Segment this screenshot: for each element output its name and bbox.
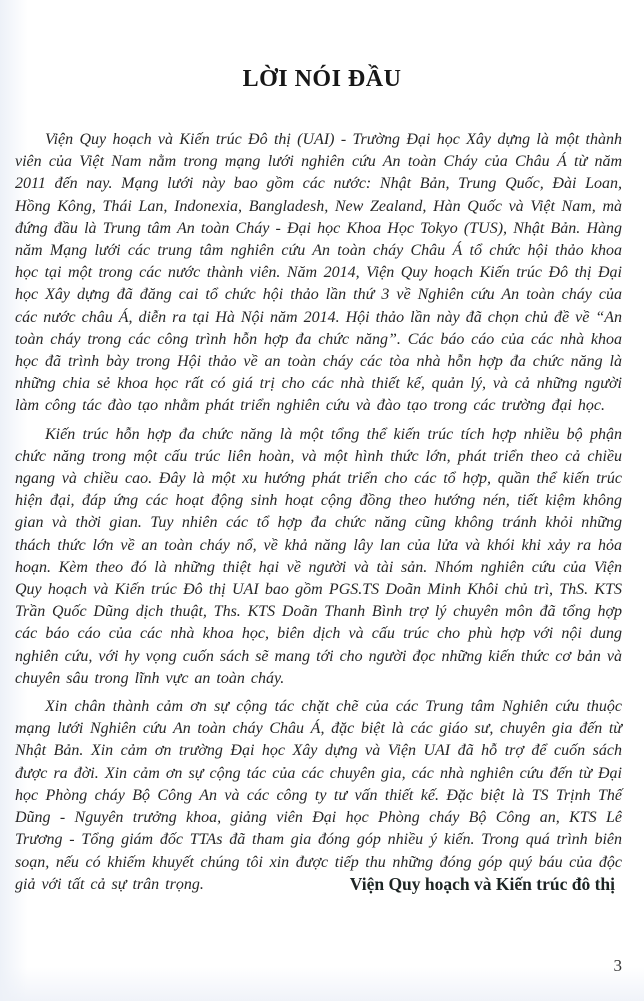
paragraph-2: Kiến trúc hỗn hợp đa chức năng là một tổng thể kiến trúc tích hợp nhiều bộ phận chức năng trong một cấu trúc liên hoàn, và một hình thức lớn, phát triển theo cả chiều ngang và chiều cao. Đây là một xu hướng phát triển cho các tổ hợp, quần thể kiến trúc hiện đại, đáp ứng các hoạt động sinh hoạt cộng đồng theo hướng nén, tiết kiệm không gian và thời gian. Tuy nhiên các tổ hợp đa chức năng cũng không tránh khỏi những thách thức lớn về an toàn cháy nổ, về khả năng lây lan của lửa và khói khi xảy ra hỏa hoạn. Kèm theo đó là những thiệt hại về người và tài sản. Nhóm nghiên cứu của Viện Quy hoạch và Kiến trúc Đô thị UAI bao gồm PGS.TS Doãn Minh Khôi chủ trì, ThS. KTS Trần Quốc Dũng dịch thuật, Ths. KTS Doãn Thanh Bình trợ lý chuyên môn đã tổng hợp các báo cáo của các nhà khoa học, biên dịch và cấu trúc cho phù hợp với nội dung nghiên cứu, với hy vọng cuốn sách sẽ mang tới cho người đọc những kiến thức cơ bản và chuyên sâu trong lĩnh vực an toàn cháy. bbox=[15, 425, 622, 687]
paragraph-1: Viện Quy hoạch và Kiến trúc Đô thị (UAI) - Trường Đại học Xây dựng là một thành viên của Việt Nam nằm trong mạng lưới nghiên cứu An toàn Cháy của Châu Á từ năm 2011 đến nay. Mạng lưới này bao gồm các nước: Nhật Bản, Trung Quốc, Đài Loan, Hồng Kông, Thái Lan, Indonexia, Bangladesh, New Zealand, Hàn Quốc và Việt Nam, mà đứng đầu là Trung tâm An toàn Cháy - Đại học Khoa Học Tokyo (TUS), Nhật Bản. Hàng năm Mạng lưới các trung tâm nghiên cứu An toàn cháy Châu Á tổ chức hội thảo khoa học tại một trong các nước thành viên. Năm 2014, Viện Quy hoạch Kiến trúc Đô thị Đại học Xây dựng đã đăng cai tổ chức hội thảo lần thứ 3 về Nghiên cứu An toàn cháy của các nước châu Á, diễn ra tại Hà Nội năm 2014. Hội thảo lần này đã chọn chủ đề về “An toàn cháy trong các công trình hỗn hợp đa chức năng”. Các báo cáo của các nhà khoa học đã trình bày trong Hội thảo về an toàn cháy các tòa nhà hỗn hợp đa chức năng là những chia sẻ khoa học rất có giá trị cho các nhà thiết kế, quản lý, và cả những người làm công tác đào tạo nhằm phát triển nghiên cứu và đào tạo trong các trường đại học. bbox=[15, 131, 622, 415]
page-number: 3 bbox=[613, 956, 622, 975]
paragraph-3: Xin chân thành cảm ơn sự cộng tác chặt chẽ của các Trung tâm Nghiên cứu thuộc mạng lưới Nghiên cứu An toàn cháy Châu Á, đặc biệt là các giáo sư, chuyên gia đến từ Nhật Bản. Xin cảm ơn trường Đại học Xây dựng và Viện UAI đã hỗ trợ để cuốn sách được ra đời. Xin cảm ơn sự cộng tác của các chuyên gia, các nhà nghiên cứu đến từ Đại học Phòng cháy Bộ Công An và các công ty tư vấn thiết kế. Đặc biệt là TS Trịnh Thế Dũng - Nguyên trưởng khoa, giảng viên Đại học Phòng cháy Bộ Công an, KTS Lê Trương - Tổng giám đốc TTAs đã tham gia đóng góp nhiều ý kiến. Trong quá trình biên soạn, nếu có khiếm khuyết chúng tôi xin được tiếp thu những đóng góp quý báu của độc giả với tất cả sự trân trọng. bbox=[15, 698, 622, 893]
signature-line: Viện Quy hoạch và Kiến trúc đô thị bbox=[349, 874, 615, 894]
foreword-body bbox=[15, 129, 622, 896]
page-title: LỜI NÓI ĐẦU bbox=[242, 66, 402, 92]
